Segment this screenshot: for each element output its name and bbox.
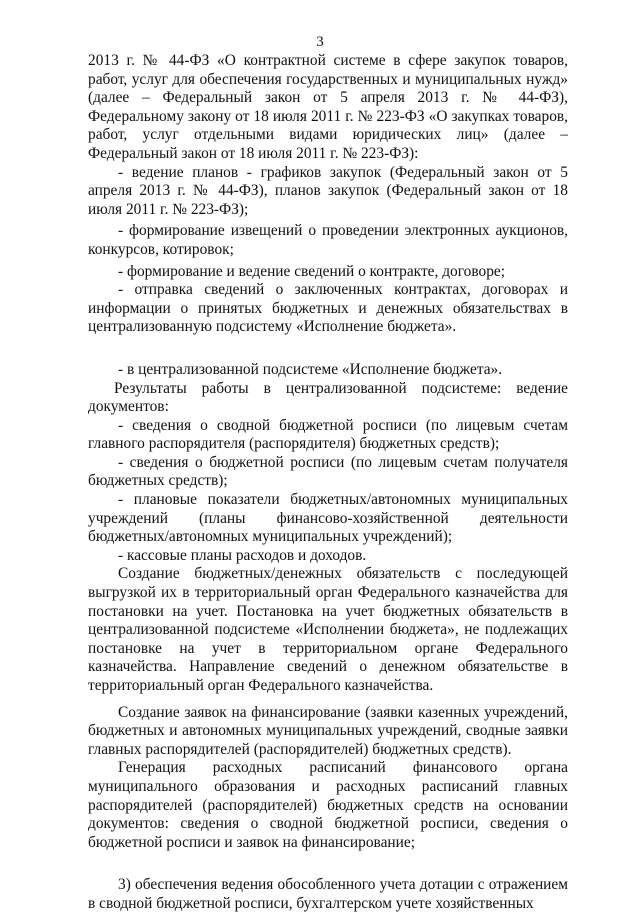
- paragraph-funding-requests: Создание заявок на финансирование (заявки казенных учреждений, бюджетных и автономных муниципальных учреждений, сводные заявки главных распорядителей (распорядителей) бюджетных средств).: [88, 703, 568, 758]
- list-item-consolidated-budget: - сведения о сводной бюджетной росписи (по лицевым счетам главного распорядителя (распорядителя) бюджетных средств);: [88, 416, 568, 453]
- paragraph-subsidy-accounting: 3) обеспечения ведения обособленного учета дотации с отражением в сводной бюджетной росписи, бухгалтерском учете хозяйственных: [88, 876, 568, 912]
- list-item-planned-indicators: - плановые показатели бюджетных/автономных муниципальных учреждений (планы финансово-хозяйственной деятельности бюджетных/автономных муниципальных учреждений);: [88, 491, 568, 546]
- document-body: [88, 52, 568, 914]
- paragraph-budget-subsystem: - в централизованной подсистеме «Исполнение бюджета».: [118, 360, 503, 378]
- list-item-contract-info: - формирование и ведение сведений о контракте, договоре;: [118, 262, 506, 280]
- paragraph-law-references: 2013 г. № 44-ФЗ «О контрактной системе в сфере закупок товаров, работ, услуг для обеспечения государственных и муниципальных нужд» (далее – Федеральный закон от 5 апреля 2013 г. № 44-ФЗ), Федеральному закону от 18 июля 2011 г. № 223-ФЗ «О закупках товаров, работ, услуг отдельными видами юридических лиц» (далее – Федеральный закон от 18 июля 2011 г. № 223-ФЗ):: [88, 52, 568, 162]
- list-item-budget-schedule: - сведения о бюджетной росписи (по лицевым счетам получателя бюджетных средств);: [88, 453, 568, 490]
- paragraph-results-heading: Результаты работы в централизованной подсистеме: ведение документов:: [88, 379, 568, 416]
- paragraph-obligations-creation: Создание бюджетных/денежных обязательств с последующей выгрузкой их в территориальный орган Федерального казначейства для постановки на учет. Постановка на учет бюджетных обязательств в централизованной подсистеме «Исполнении бюджета», не подлежащих постановке на учет в территориальном органе Федерального казначейства. Направление сведений о денежном обязательстве в территориальный орган Федерального казначейства.: [88, 565, 568, 694]
- list-item-procurement-plans: - ведение планов - графиков закупок (Федеральный закон от 5 апреля 2013 г. № 44-ФЗ), планов закупок (Федеральный закон от 18 июля 2011 г. № 223-ФЗ);: [88, 163, 568, 218]
- list-item-send-obligations: - отправка сведений о заключенных контрактах, договорах и информации о принятых бюджетных и денежных обязательствах в централизованную подсистему «Исполнение бюджета».: [88, 281, 568, 336]
- list-item-auction-notices: - формирование извещений о проведении электронных аукционов, конкурсов, котировок;: [88, 222, 568, 258]
- list-item-cash-plans: - кассовые планы расходов и доходов.: [118, 546, 367, 564]
- paragraph-expense-schedules: Генерация расходных расписаний финансового органа муниципального образования и расходных расписаний главных распорядителей (распорядителей) бюджетных средств на основании документов: сведения о сводной бюджетной росписи, сведения о бюджетной росписи и заявок на финансирование;: [88, 759, 568, 851]
- page-number: 3: [316, 34, 324, 50]
